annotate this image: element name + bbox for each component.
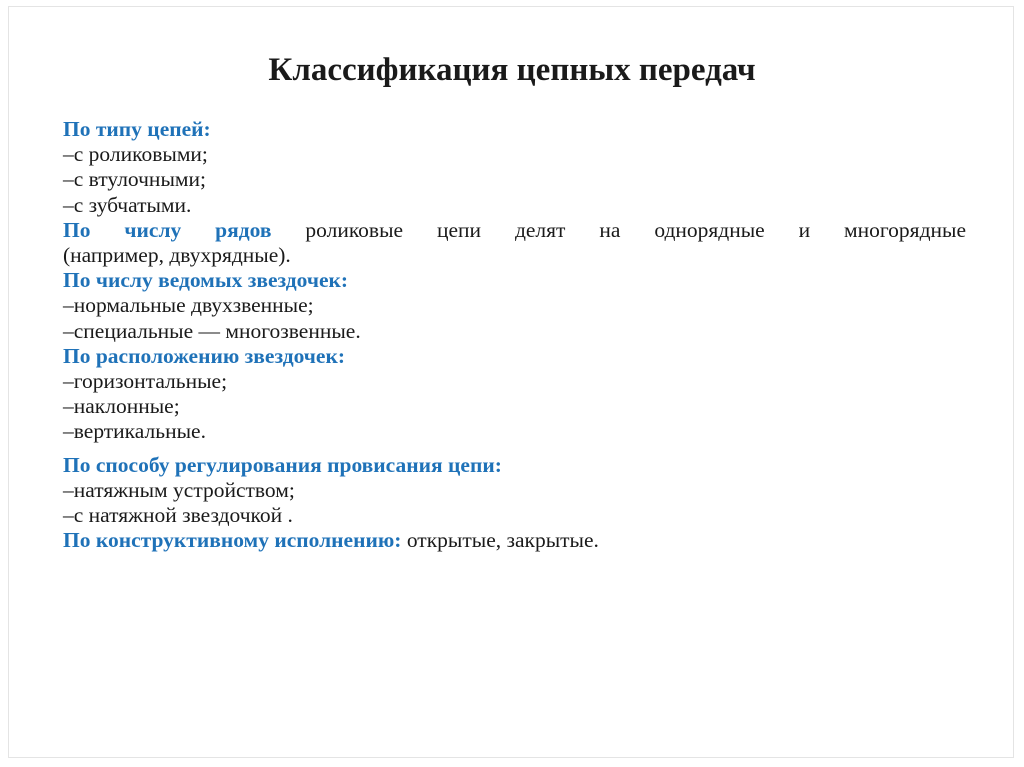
- list-item: –с натяжной звездочкой .: [63, 503, 293, 528]
- rows-text-line1: роликовые цепи делят на однорядные и многорядные: [305, 217, 967, 242]
- slide-content: [63, 117, 966, 553]
- design-line: [63, 528, 966, 553]
- sprocket-arrangement-heading: По расположению звездочек:: [63, 343, 345, 368]
- list-item: –нормальные двухзвенные;: [63, 293, 314, 318]
- list-item: –наклонные;: [63, 394, 180, 419]
- slide-title: Классификация цепных передач: [268, 52, 756, 88]
- driven-sprockets-heading: По числу ведомых звездочек:: [63, 268, 349, 293]
- sag-regulation-heading: По способу регулирования провисания цепи:: [63, 452, 502, 477]
- list-item: –с втулочными;: [63, 167, 206, 192]
- list-item: –вертикальные.: [63, 419, 206, 444]
- list-item: –натяжным устройством;: [63, 477, 295, 502]
- rows-text-line2: (например, двухрядные).: [63, 243, 291, 268]
- list-item: –специальные — многозвенные.: [63, 318, 361, 343]
- rows-heading: По числу рядов: [63, 217, 272, 242]
- list-item: –с роликовыми;: [63, 142, 208, 167]
- rows-paragraph: [63, 218, 966, 243]
- design-text: открытые, закрытые.: [406, 528, 599, 553]
- chain-type-heading: По типу цепей:: [63, 117, 211, 141]
- list-item: –горизонтальные;: [63, 369, 228, 394]
- design-heading: По конструктивному исполнению:: [63, 528, 402, 553]
- list-item: –с зубчатыми.: [63, 192, 192, 217]
